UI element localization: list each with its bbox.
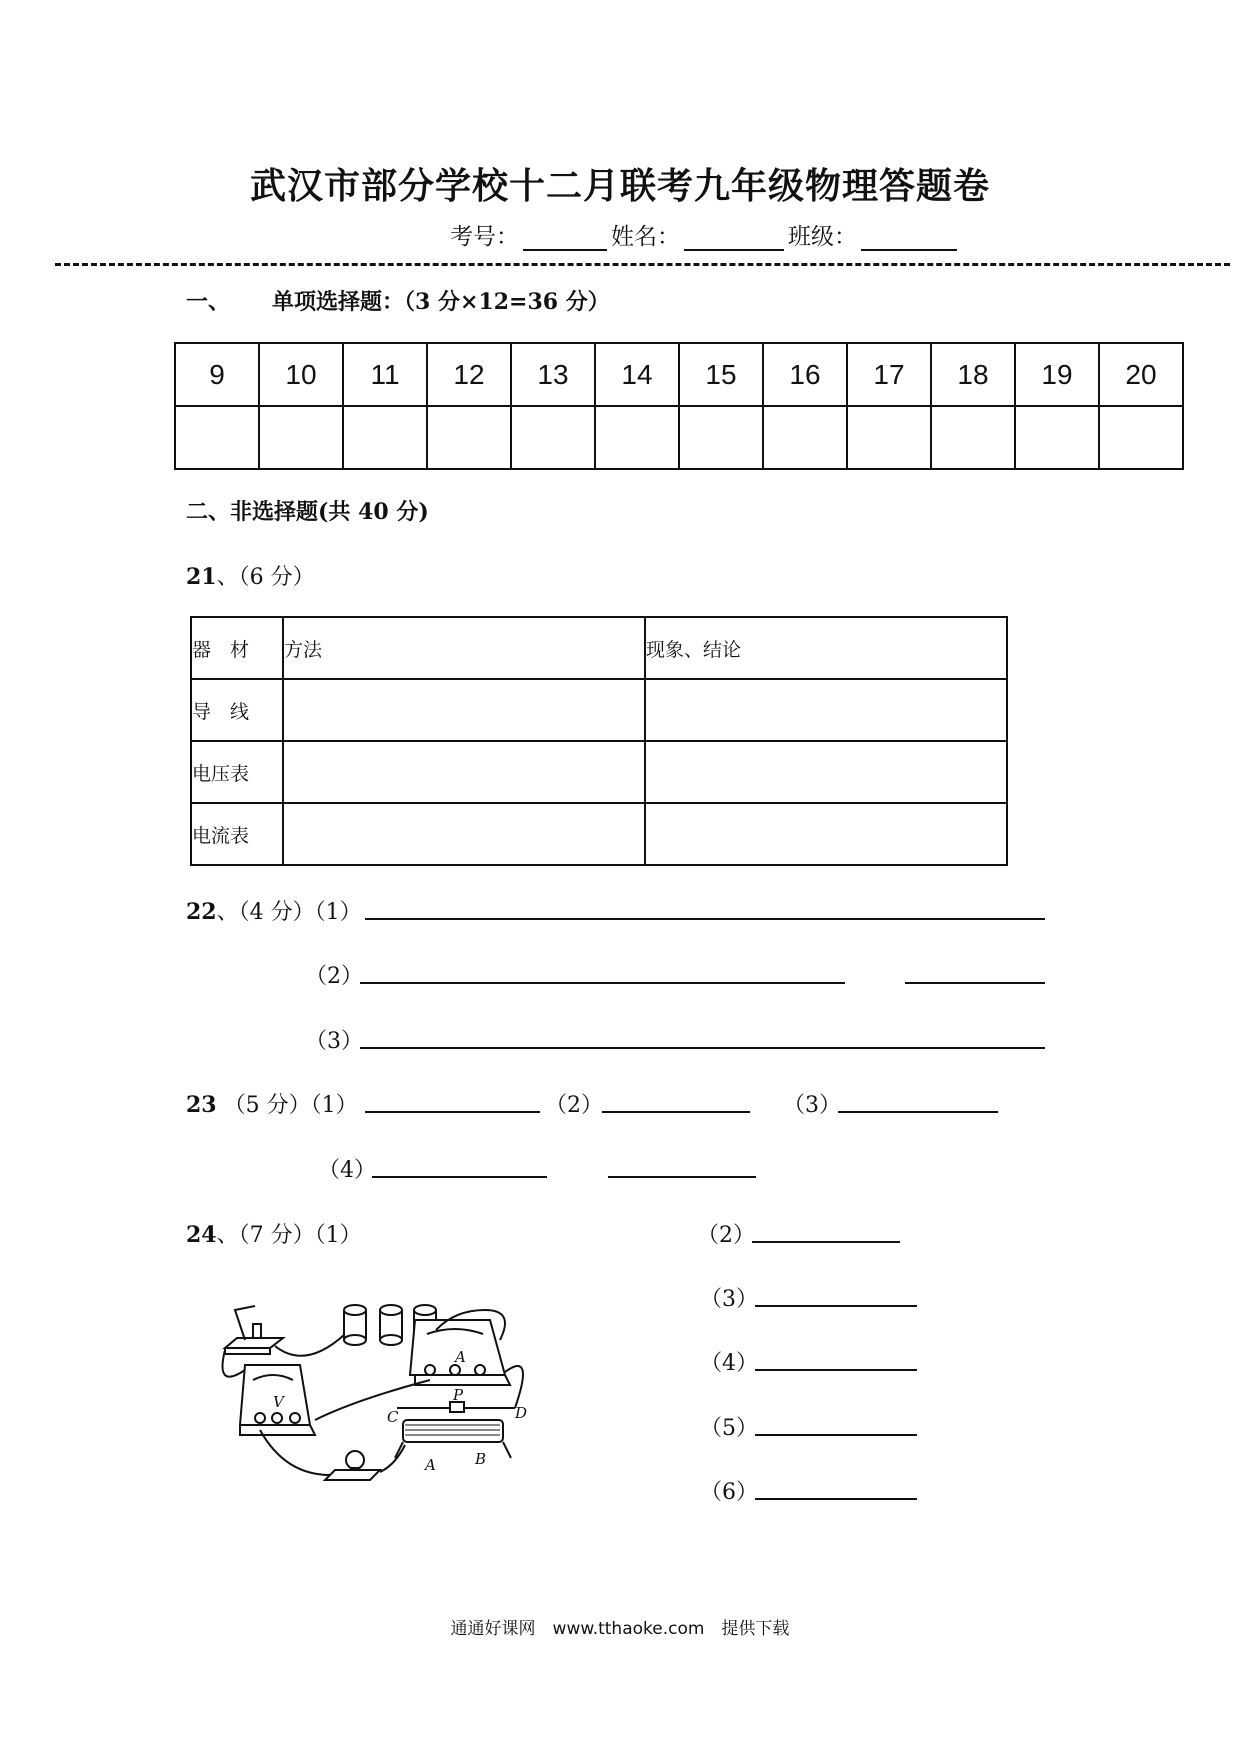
q24-label [186, 1218, 362, 1249]
q23-number: 23 [186, 1092, 217, 1118]
q21-row-label: 电压表 [191, 741, 283, 803]
mc-answer-cell[interactable] [1099, 406, 1183, 469]
mc-answer-cell[interactable] [847, 406, 931, 469]
q23-part2-label: （2） [545, 1093, 603, 1118]
mc-answer-cell[interactable] [259, 406, 343, 469]
q21-label [186, 560, 315, 591]
q21-header: 现象、结论 [645, 617, 1007, 679]
q24-points: 、（7 分） [216, 1223, 315, 1248]
q21-header-row [191, 617, 1007, 679]
q21-row-label: 电流表 [191, 803, 283, 865]
mc-number: 13 [511, 343, 595, 406]
mc-number: 15 [679, 343, 763, 406]
student-info [450, 218, 961, 251]
switch-icon [225, 1338, 283, 1348]
mc-answer-cell[interactable] [595, 406, 679, 469]
battery-icon [344, 1305, 366, 1345]
voltmeter-label: V [273, 1393, 284, 1411]
name-field[interactable] [684, 227, 784, 251]
q21-answer-cell[interactable] [645, 741, 1007, 803]
q22-number: 22 [186, 899, 217, 925]
mc-number: 11 [343, 343, 427, 406]
class-field[interactable] [861, 227, 957, 251]
q23-points: （5 分） [223, 1093, 311, 1118]
footer: 通通好课网 www.tthaoke.com 提供下载 [450, 1619, 790, 1639]
mc-answer-grid [174, 342, 1184, 470]
mc-number: 17 [847, 343, 931, 406]
q23-part4b-answer-line[interactable] [608, 1176, 756, 1178]
q24-part5-label: （5） [700, 1416, 758, 1441]
terminal-c-label: C [387, 1408, 399, 1426]
section1-heading: 单项选择题：（3 分×12=36 分） [272, 289, 610, 315]
q22-part1-label: （1） [314, 900, 362, 925]
slider-p-label: P [453, 1386, 464, 1404]
q24-part3-label: （3） [700, 1287, 758, 1312]
q22-part2-label: （2） [305, 964, 363, 989]
q21-answer-cell[interactable] [645, 679, 1007, 741]
q21-row [191, 741, 1007, 803]
q22-part2b-answer-line[interactable] [905, 982, 1045, 984]
q22-part2-answer-line[interactable] [360, 982, 845, 984]
mc-number-row [175, 343, 1183, 406]
q21-row [191, 803, 1007, 865]
mc-number: 9 [175, 343, 259, 406]
terminal-b-label: B [475, 1450, 487, 1468]
battery-icon [380, 1305, 402, 1345]
q22-part1-answer-line[interactable] [365, 918, 1045, 920]
exam-no-field[interactable] [523, 227, 607, 251]
q24-part6-answer-line[interactable] [755, 1498, 917, 1500]
page-title: 武汉市部分学校十二月联考九年级物理答题卷 [249, 165, 990, 207]
terminal-d-label: D [515, 1404, 528, 1422]
q24-part1-label: （1） [314, 1223, 362, 1248]
mc-answer-cell[interactable] [511, 406, 595, 469]
q24-part2-answer-line[interactable] [752, 1241, 900, 1243]
cut-line [55, 263, 1230, 266]
mc-answer-cell[interactable] [931, 406, 1015, 469]
q23-part1-answer-line[interactable] [365, 1111, 540, 1113]
q23-part2-answer-line[interactable] [602, 1111, 750, 1113]
q23-part3-answer-line[interactable] [838, 1111, 998, 1113]
mc-number: 14 [595, 343, 679, 406]
mc-answer-cell[interactable] [1015, 406, 1099, 469]
q21-answer-cell[interactable] [283, 803, 645, 865]
mc-answer-cell[interactable] [175, 406, 259, 469]
q22-part3-answer-line[interactable] [360, 1047, 1045, 1049]
q24-part5-answer-line[interactable] [755, 1434, 917, 1436]
mc-number: 20 [1099, 343, 1183, 406]
lamp-icon [325, 1451, 380, 1480]
q22-points: 、（4 分） [216, 900, 315, 925]
exam-no-label: 考号： [450, 224, 519, 250]
q24-number: 24 [186, 1222, 217, 1248]
terminal-a-label: A [425, 1456, 436, 1474]
mc-answer-row [175, 406, 1183, 469]
q24-part6-label: （6） [700, 1480, 758, 1505]
mc-answer-cell[interactable] [427, 406, 511, 469]
q21-answer-cell[interactable] [283, 741, 645, 803]
mc-answer-cell[interactable] [343, 406, 427, 469]
mc-answer-cell[interactable] [763, 406, 847, 469]
q21-answer-cell[interactable] [645, 803, 1007, 865]
q22-label [186, 895, 362, 926]
mc-answer-cell[interactable] [679, 406, 763, 469]
q21-header: 器 材 [191, 617, 283, 679]
q24-part4-label: （4） [700, 1351, 758, 1376]
circuit-figure [215, 1290, 585, 1490]
q24-part4-answer-line[interactable] [755, 1369, 917, 1371]
q23-part3-label: （3） [783, 1093, 841, 1118]
q21-table [190, 616, 1008, 866]
mc-number: 16 [763, 343, 847, 406]
mc-number: 10 [259, 343, 343, 406]
q21-answer-cell[interactable] [283, 679, 645, 741]
q24-part3-answer-line[interactable] [755, 1305, 917, 1307]
q23-part4-label: （4） [318, 1158, 376, 1183]
q22-part3-label: （3） [305, 1029, 363, 1054]
name-label: 姓名： [611, 224, 680, 250]
q23-part1-label: （1） [310, 1093, 358, 1118]
q23-part4-answer-line[interactable] [372, 1176, 547, 1178]
section1-index: 一、 [186, 289, 231, 315]
mc-number: 18 [931, 343, 1015, 406]
section2-heading: 二、非选择题(共 40 分) [186, 499, 429, 525]
q21-row [191, 679, 1007, 741]
mc-number: 19 [1015, 343, 1099, 406]
q21-points: 、（6 分） [216, 565, 315, 590]
q24-part2-label: （2） [697, 1223, 755, 1248]
mc-number: 12 [427, 343, 511, 406]
q23-label [186, 1088, 358, 1119]
q21-header: 方法 [283, 617, 645, 679]
ammeter-label: A [455, 1348, 466, 1366]
rheostat-icon [395, 1402, 515, 1458]
q21-number: 21 [186, 564, 217, 590]
class-label: 班级： [788, 224, 857, 250]
q21-row-label: 导 线 [191, 679, 283, 741]
